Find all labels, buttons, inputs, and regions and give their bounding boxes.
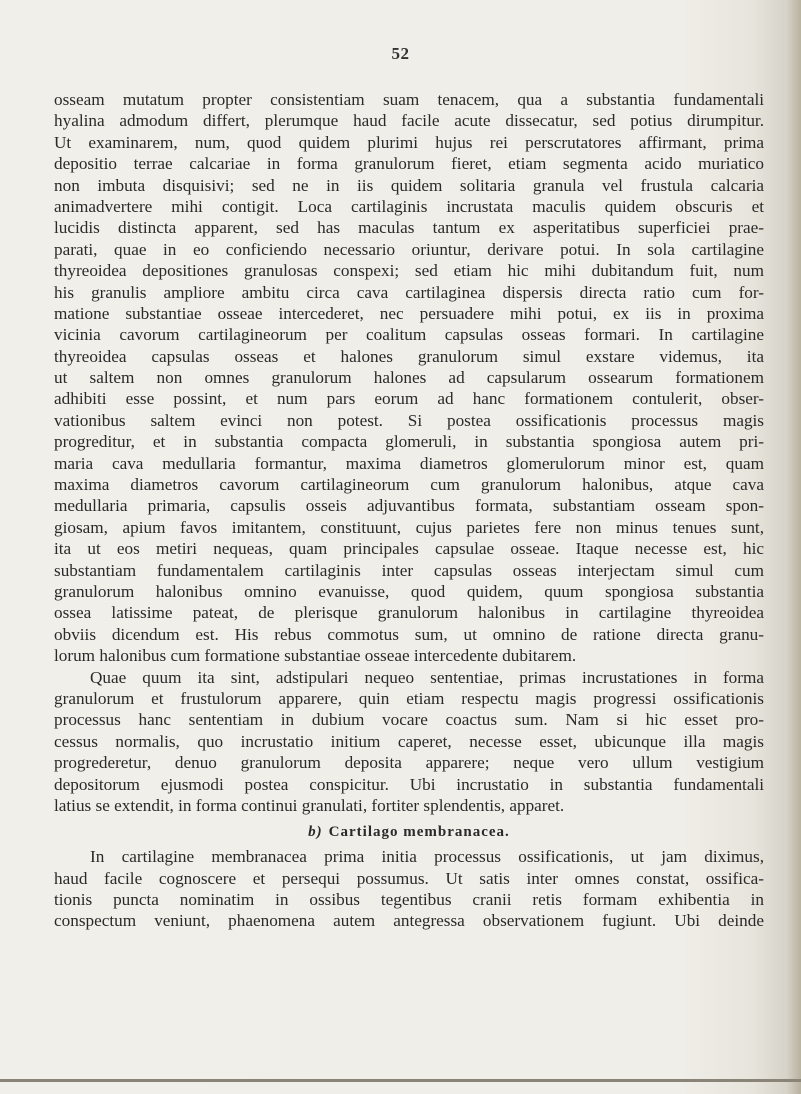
text-line: hyalina admodum differt, plerumque haud facile acute dissecatur, sed potius dirumpitur. bbox=[54, 111, 764, 131]
text-line: adhibiti esse possint, et num pars eorum ad hanc formationem contulerit, obser- bbox=[54, 389, 764, 409]
text-line: depositorum ejusmodi postea conspicitur. Ubi incrustatio in substantia fundamentali bbox=[54, 774, 764, 794]
paragraph-1 bbox=[54, 89, 764, 667]
text-line: cessus normalis, quo incrustatio initium caperet, necesse esset, ubicunque illa magis bbox=[54, 731, 764, 751]
paragraph-3 bbox=[54, 846, 764, 932]
text-line: non imbuta disquisivi; sed ne in iis quidem solitaria granula vel frustula calcaria bbox=[54, 175, 764, 195]
text-line: processus hanc sententiam in dubium vocare coactus sum. Nam si hic esset pro- bbox=[54, 710, 764, 730]
text-line: parati, quae in eo conficiendo necessario oriuntur, derivare potui. In sola cartilagine bbox=[54, 239, 764, 259]
text-line: matione substantiae osseae intercederet, nec persuadere mihi potui, ex iis in proxima bbox=[54, 303, 764, 323]
text-line: haud facile cognoscere et persequi possumus. Ut satis inter omnes constat, ossifica- bbox=[54, 868, 764, 888]
text-line: thyreoidea capsulas osseas et halones granulorum simul exstare videmus, ita bbox=[54, 346, 764, 366]
section-heading bbox=[54, 816, 764, 846]
text-line: lucidis distincta apparent, sed has maculas tantum ex asperitatibus superficiei prae- bbox=[54, 218, 764, 238]
text-line: osseam mutatum propter consistentiam suam tenacem, qua a substantia fundamentali bbox=[54, 90, 764, 109]
page-number: 52 bbox=[391, 44, 410, 63]
text-line: maxima diametros cavorum cartilagineorum cum granulorum halonibus, atque cava bbox=[54, 475, 764, 495]
text-line: granulorum et frustulorum apparere, quin etiam respectu magis progressi ossificationis bbox=[54, 688, 764, 708]
text-line: vationibus saltem evinci non potest. Si postea ossificationis processus magis bbox=[54, 410, 764, 430]
text-line: giosam, apium favos imitantem, constituunt, cujus parietes fere non minus tenues sunt, bbox=[54, 517, 764, 537]
text-line: vicinia cavorum cartilagineorum per coalitum capsulas osseas formari. In cartilagine bbox=[54, 325, 764, 345]
text-line: depositio terrae calcariae in forma granulorum fieret, etiam segmenta acido muriatico bbox=[54, 154, 764, 174]
text-line: ossea latissime pateat, de plerisque granulorum halonibus in cartilagine thyreoidea bbox=[54, 603, 764, 623]
text-line: his granulis ampliore ambitu circa cava cartilaginea dispersis directa ratio cum for- bbox=[54, 282, 764, 302]
text-line: maria cava medullaria formantur, maxima diametros glomerulorum minor est, quam bbox=[54, 453, 764, 473]
text-line: progrederetur, denuo granulorum deposita apparere; neque vero ullum vestigium bbox=[54, 753, 764, 773]
text-line: Quae quum ita sint, adstipulari nequeo sententiae, primas incrustationes in forma bbox=[90, 667, 764, 687]
text-line: substantiam fundamentalem cartilaginis inter capsulas osseas interjectam simul cum bbox=[54, 560, 764, 580]
text-line: ut saltem non omnes granulorum halones ad capsularum ossearum formationem bbox=[54, 368, 764, 388]
text-line: latius se extendit, in forma continui granulati, fortiter splendentis, apparet. bbox=[54, 795, 565, 815]
section-label: b) bbox=[308, 824, 323, 841]
text-line: tionis puncta nominatim in ossibus tegentibus cranii retis formam exhibentia in bbox=[54, 890, 764, 910]
paragraph-2 bbox=[54, 667, 764, 817]
section-title: Cartilago membranacea. bbox=[328, 824, 510, 841]
text-line: conspectum veniunt, phaenomena autem antegressa observationem fugiunt. Ubi deinde bbox=[54, 911, 764, 931]
text-line: progreditur, et in substantia compacta glomeruli, in substantia spongiosa autem pri- bbox=[54, 432, 764, 452]
text-line: granulorum halonibus omnino evanuisse, quod quidem, quum spongiosa substantia bbox=[54, 581, 764, 601]
page-edge-shadow bbox=[787, 0, 801, 1094]
body-text bbox=[54, 89, 764, 932]
text-line: lorum halonibus cum formatione substantiae osseae intercedente dubitarem. bbox=[54, 646, 577, 666]
text-line: thyreoidea depositiones granulosas conspexi; sed etiam hic mihi dubitandum fuit, num bbox=[54, 261, 764, 281]
page-bottom-edge bbox=[0, 1079, 801, 1082]
text-line: obviis dicendum est. His rebus commotus sum, ut omnino de ratione directa granu- bbox=[54, 624, 764, 644]
text-line: ita ut eos metiri nequeas, quam principales capsulae osseae. Itaque necesse est, hic bbox=[54, 539, 764, 559]
text-line: medullaria primaria, capsulis osseis adjuvantibus formata, substantiam osseam spon- bbox=[54, 496, 764, 516]
text-line: In cartilagine membranacea prima initia processus ossificationis, ut jam diximus, bbox=[90, 847, 764, 867]
text-line: animadvertere mihi contigit. Loca cartilaginis incrustata maculis quidem obscuris et bbox=[54, 196, 764, 216]
text-line: Ut examinarem, num, quod quidem plurimi hujus rei perscrutatores affirmant, prima bbox=[54, 132, 764, 152]
